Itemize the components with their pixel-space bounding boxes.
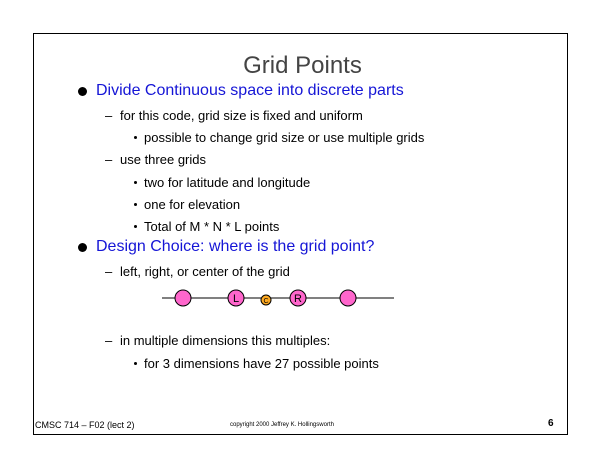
right-label: R xyxy=(294,293,302,305)
subsub-item: two for latitude and longitude xyxy=(144,175,311,190)
subsub-item: for 3 dimensions have 27 possible points xyxy=(144,356,379,371)
sub-item: use three grids xyxy=(120,152,206,167)
dash-marker: – xyxy=(105,333,113,348)
small-bullet xyxy=(134,362,137,365)
dash-marker: – xyxy=(105,152,113,167)
bullet-text: Design Choice: where is the grid point? xyxy=(96,238,375,255)
page-number: 6 xyxy=(548,418,554,429)
bullet-text: Divide Continuous space into discrete parts xyxy=(96,82,404,99)
left-label: L xyxy=(232,293,240,305)
footer-course: CMSC 714 – F02 (lect 2) xyxy=(35,420,135,430)
grid-node xyxy=(340,290,356,306)
subsub-item: possible to change grid size or use multiple grids xyxy=(144,130,425,145)
sub-item: in multiple dimensions this multiples: xyxy=(120,333,331,348)
dash-marker: – xyxy=(105,264,113,279)
sub-item: left, right, or center of the grid xyxy=(120,264,290,279)
subsub-item: one for elevation xyxy=(144,197,241,212)
grid-node xyxy=(175,290,191,306)
dash-marker: – xyxy=(105,108,113,123)
subsub-item: Total of M * N * L points xyxy=(144,219,280,234)
sub-item: for this code, grid size is fixed and uniform xyxy=(120,108,363,123)
footer-copyright: copyright 2000 Jeffrey K. Hollingsworth xyxy=(230,422,334,428)
center-label: C xyxy=(263,298,269,305)
slide-title: Grid Points xyxy=(243,52,362,79)
